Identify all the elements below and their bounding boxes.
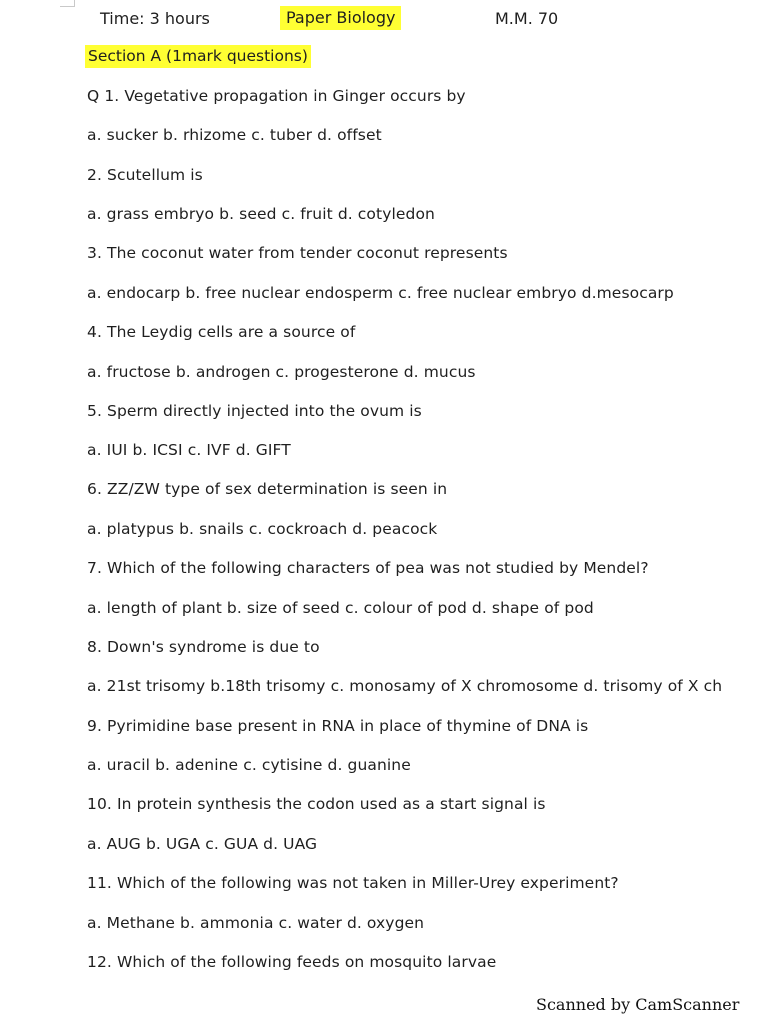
question-9: 9. Pyrimidine base present in RNA in place of thymine of DNA is bbox=[87, 717, 589, 735]
subject-label: Paper Biology bbox=[280, 6, 401, 30]
question-8: 8. Down's syndrome is due to bbox=[87, 638, 320, 656]
max-marks-label: M.M. 70 bbox=[495, 9, 559, 28]
time-label: Time: 3 hours bbox=[100, 9, 210, 28]
question-4: 4. The Leydig cells are a source of bbox=[87, 323, 356, 341]
question-12: 12. Which of the following feeds on mosquito larvae bbox=[87, 953, 497, 971]
question-7: 7. Which of the following characters of pea was not studied by Mendel? bbox=[87, 559, 649, 577]
question-2: 2. Scutellum is bbox=[87, 166, 203, 184]
options-6: a. platypus b. snails c. cockroach d. peacock bbox=[87, 520, 438, 538]
question-6: 6. ZZ/ZW type of sex determination is seen in bbox=[87, 480, 448, 498]
question-10: 10. In protein synthesis the codon used as a start signal is bbox=[87, 795, 546, 813]
question-3: 3. The coconut water from tender coconut represents bbox=[87, 244, 508, 262]
options-2: a. grass embryo b. seed c. fruit d. cotyledon bbox=[87, 205, 435, 223]
question-5: 5. Sperm directly injected into the ovum is bbox=[87, 402, 422, 420]
options-10: a. AUG b. UGA c. GUA d. UAG bbox=[87, 835, 318, 853]
question-1: Q 1. Vegetative propagation in Ginger occurs by bbox=[87, 87, 466, 105]
options-7: a. length of plant b. size of seed c. colour of pod d. shape of pod bbox=[87, 599, 594, 617]
question-11: 11. Which of the following was not taken in Miller-Urey experiment? bbox=[87, 874, 619, 892]
options-8: a. 21st trisomy b.18th trisomy c. monosamy of X chromosome d. trisomy of X ch bbox=[87, 677, 723, 695]
options-9: a. uracil b. adenine c. cytisine d. guanine bbox=[87, 756, 411, 774]
options-5: a. IUI b. ICSI c. IVF d. GIFT bbox=[87, 441, 291, 459]
paper-header bbox=[0, 6, 768, 32]
options-4: a. fructose b. androgen c. progesterone d. mucus bbox=[87, 363, 476, 381]
options-1: a. sucker b. rhizome c. tuber d. offset bbox=[87, 126, 382, 144]
section-title: Section A (1mark questions) bbox=[85, 45, 311, 68]
options-11: a. Methane b. ammonia c. water d. oxygen bbox=[87, 914, 425, 932]
options-3: a. endocarp b. free nuclear endosperm c. free nuclear embryo d.mesocarp bbox=[87, 284, 674, 302]
scanner-watermark: Scanned by CamScanner bbox=[536, 995, 740, 1014]
